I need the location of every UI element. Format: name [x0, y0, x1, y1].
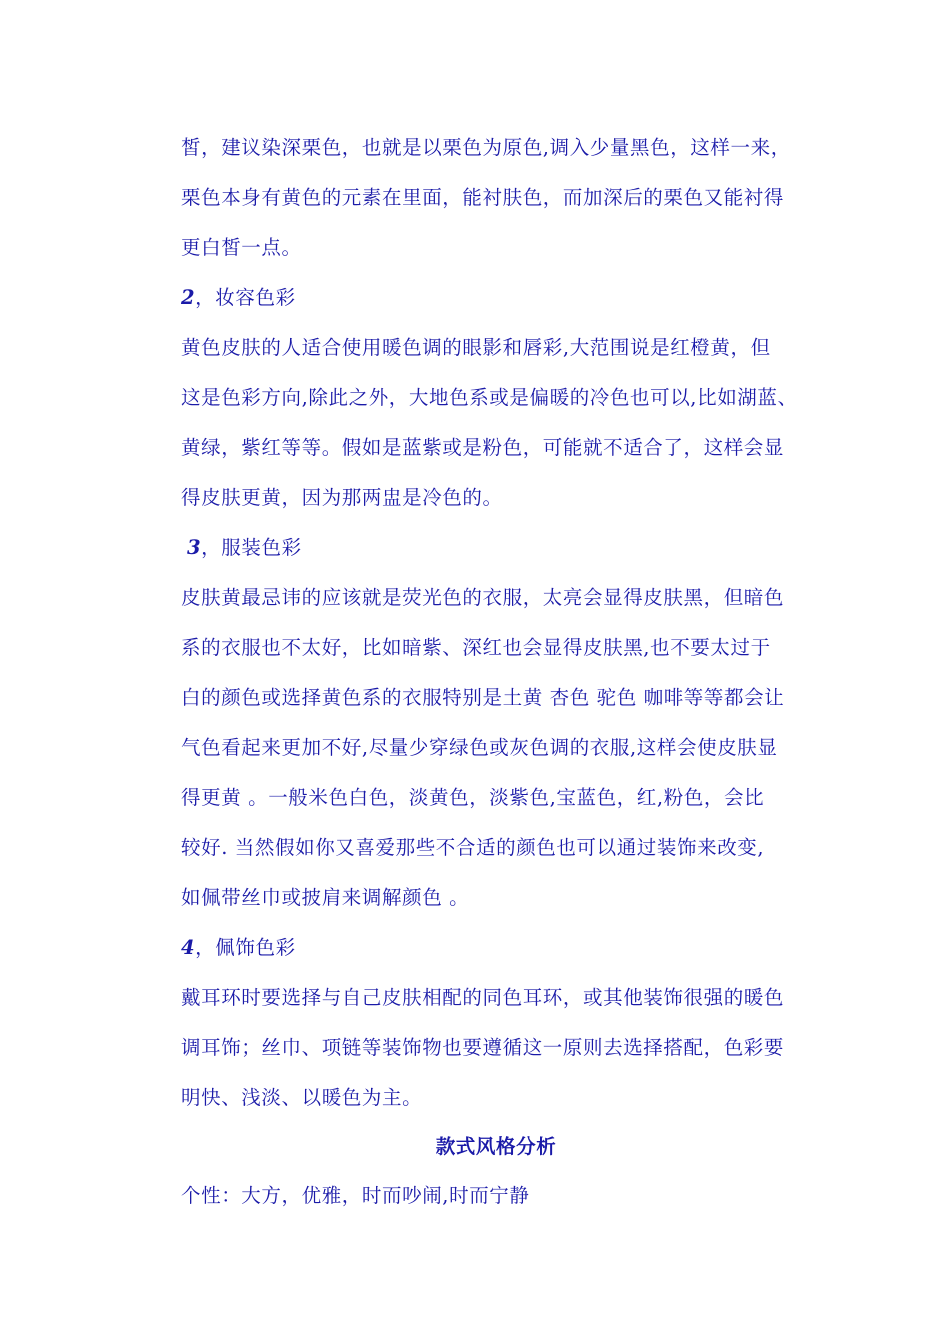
body-line: 较好. 当然假如你又喜爱那些不合适的颜色也可以通过装饰来改变,	[181, 836, 765, 859]
body-line: 如佩带丝巾或披肩来调解颜色 。	[181, 886, 470, 909]
body-line: 这是色彩方向,除此之外，大地色系或是偏暖的冷色也可以,比如湖蓝、	[181, 386, 798, 409]
subheading-text: ，妆容色彩	[195, 286, 296, 309]
subheading-accessory-color	[181, 933, 296, 963]
subheading-text: ，佩饰色彩	[195, 936, 296, 959]
body-line: 黄绿，紫红等等。假如是蓝紫或是粉色，可能就不适合了，这样会显	[181, 436, 785, 459]
body-line: 明快、浅淡、以暖色为主。	[181, 1086, 423, 1109]
body-line: 调耳饰；丝巾、项链等装饰物也要遵循这一原则去选择搭配，色彩要	[181, 1036, 785, 1059]
body-line: 气色看起来更加不好,尽量少穿绿色或灰色调的衣服,这样会使皮肤显	[181, 736, 778, 759]
subheading-makeup-color	[181, 283, 296, 313]
body-line: 更白皙一点。	[181, 236, 302, 259]
subheading-text: ，服装色彩	[201, 536, 302, 559]
body-line: 得皮肤更黄，因为那两盅是冷色的。	[181, 486, 503, 509]
body-line: 得更黄 。一般米色白色，淡黄色，淡紫色,宝蓝色，红,粉色，会比	[181, 786, 765, 809]
body-line: 黄色皮肤的人适合使用暖色调的眼影和唇彩,大范围说是红橙黄，但	[181, 336, 771, 359]
subheading-number: 3	[187, 536, 202, 559]
body-line: 皮肤黄最忌讳的应该就是荧光色的衣服，太亮会显得皮肤黑，但暗色	[181, 586, 785, 609]
body-line: 白的颜色或选择黄色系的衣服特别是土黄 杏色 驼色 咖啡等等都会让	[181, 686, 785, 709]
body-line: 系的衣服也不太好，比如暗紫、深红也会显得皮肤黑,也不要太过于	[181, 636, 771, 659]
subheading-number: 4	[181, 936, 196, 959]
subheading-clothing-color	[187, 533, 302, 563]
personality-line: 个性：大方，优雅，时而吵闹,时而宁静	[181, 1184, 530, 1207]
body-line: 皙，建议染深栗色，也就是以栗色为原色,调入少量黑色，这样一来，	[181, 136, 791, 159]
body-line: 戴耳环时要选择与自己皮肤相配的同色耳环，或其他装饰很强的暖色	[181, 986, 785, 1009]
subheading-number: 2	[181, 286, 196, 309]
section-title: 款式风格分析	[435, 1135, 557, 1158]
body-line: 栗色本身有黄色的元素在里面，能衬肤色，而加深后的栗色又能衬得	[181, 186, 785, 209]
